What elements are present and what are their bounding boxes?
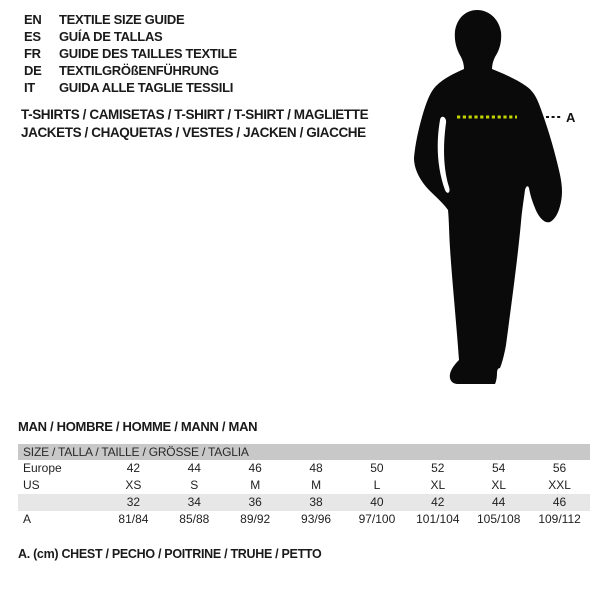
row-label: Europe: [23, 461, 62, 475]
size-cell: 85/88: [179, 512, 210, 526]
size-cell: M: [250, 478, 261, 492]
language-row-es: [24, 28, 237, 45]
size-cell: 52: [431, 461, 445, 475]
size-cell: 44: [187, 461, 201, 475]
size-cell: 46: [248, 461, 262, 475]
size-cell: 36: [248, 495, 262, 509]
language-label: TEXTILE SIZE GUIDE: [59, 12, 185, 27]
size-cell: S: [190, 478, 199, 492]
language-row-fr: [24, 45, 237, 62]
size-cell: 38: [309, 495, 323, 509]
table-row-chest-a: [18, 511, 590, 528]
language-label: GUÍA DE TALLAS: [59, 29, 163, 44]
section-title-man: MAN / HOMBRE / HOMME / MANN / MAN: [18, 419, 258, 434]
size-cell: 50: [370, 461, 384, 475]
size-cell: 54: [492, 461, 506, 475]
size-cell: 109/112: [538, 512, 581, 526]
size-cell: M: [311, 478, 322, 492]
language-guide-list: [24, 11, 237, 96]
language-code: EN: [24, 12, 42, 27]
language-label: TEXTILGRÖßENFÜHRUNG: [59, 63, 219, 78]
size-cell: 42: [431, 495, 445, 509]
size-cell: XS: [125, 478, 142, 492]
language-row-it: [24, 79, 237, 96]
garment-line-jackets: JACKETS / CHAQUETAS / VESTES / JACKEN / GIACCHE: [21, 125, 366, 140]
garment-types: [21, 106, 368, 142]
row-label: US: [23, 478, 40, 492]
garment-line-tshirts: T-SHIRTS / CAMISETAS / T-SHIRT / T-SHIRT / MAGLIETTE: [21, 107, 369, 122]
size-cell: 97/100: [358, 512, 396, 526]
size-cell: 34: [187, 495, 201, 509]
row-label: A: [23, 512, 32, 526]
language-code: DE: [24, 63, 42, 78]
language-row-de: [24, 62, 237, 79]
row-label: [18, 494, 103, 511]
language-code: FR: [24, 46, 41, 61]
table-row-uk: [18, 494, 590, 511]
size-cell: XL: [491, 478, 507, 492]
table-row-us: [18, 477, 590, 494]
size-cell: 89/92: [240, 512, 271, 526]
man-silhouette-body: [414, 10, 562, 384]
size-cell: XXL: [548, 478, 571, 492]
size-cell: XL: [430, 478, 446, 492]
language-row-en: [24, 11, 237, 28]
table-row-europe: [18, 460, 590, 477]
size-table-header: SIZE / TALLA / TAILLE / GRÖSSE / TAGLIA: [18, 444, 590, 460]
language-code: ES: [24, 29, 41, 44]
size-cell: 93/96: [301, 512, 332, 526]
size-cell: L: [373, 478, 381, 492]
size-cell: 105/108: [476, 512, 521, 526]
size-cell: 48: [309, 461, 323, 475]
size-cell: 42: [126, 461, 141, 475]
size-cell: 101/104: [416, 512, 460, 526]
language-label: GUIDE DES TAILLES TEXTILE: [59, 46, 237, 61]
man-silhouette-figure: [395, 0, 600, 400]
size-cell: 56: [552, 461, 567, 475]
language-code: IT: [24, 80, 35, 95]
size-cell: 32: [126, 495, 141, 509]
size-cell: 40: [370, 495, 384, 509]
size-cell: 81/84: [118, 512, 149, 526]
measure-label-a: A: [566, 110, 576, 125]
size-cell: 46: [552, 495, 567, 509]
measurement-footnote: A. (cm) CHEST / PECHO / POITRINE / TRUHE / PETTO: [18, 547, 322, 561]
language-label: GUIDA ALLE TAGLIE TESSILI: [59, 80, 234, 95]
size-table: [18, 444, 590, 528]
size-cell: 44: [492, 495, 506, 509]
